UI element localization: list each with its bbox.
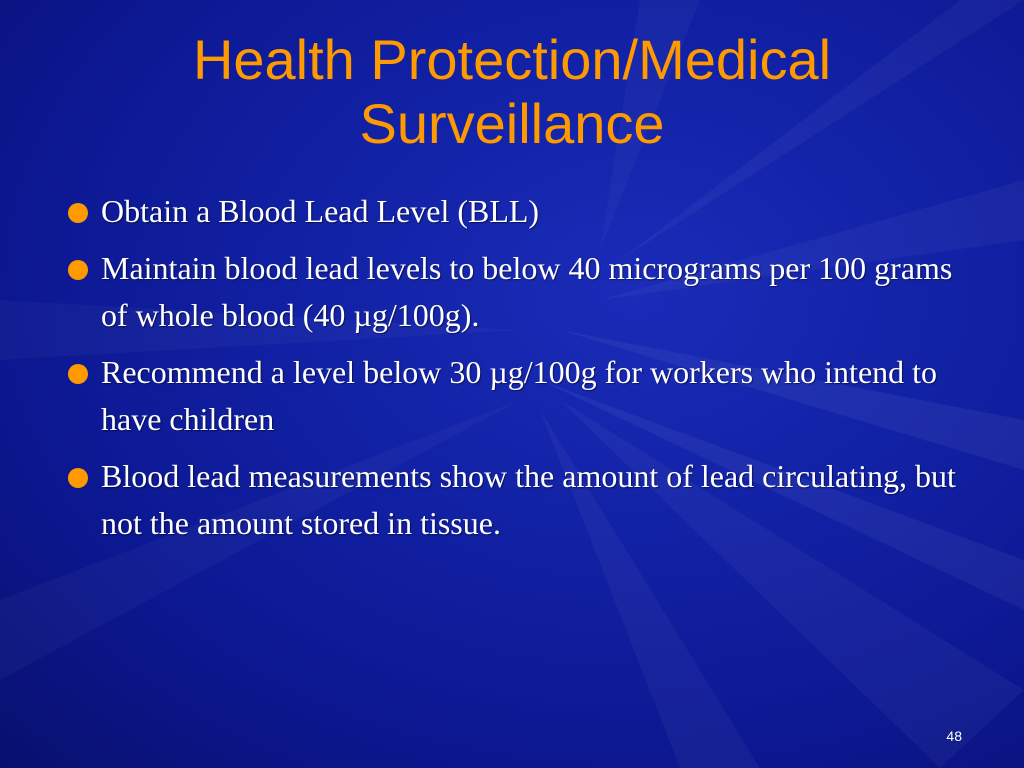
title-line-2: Surveillance bbox=[359, 92, 665, 155]
bullet-item bbox=[62, 188, 962, 235]
bullet-dot-icon bbox=[68, 260, 88, 280]
bullet-item bbox=[62, 349, 962, 443]
bullet-dot-icon bbox=[68, 203, 88, 223]
bullet-dot-icon bbox=[68, 364, 88, 384]
bullet-text: Recommend a level below 30 µg/100g for workers who intend to have children bbox=[101, 354, 938, 437]
bullet-list bbox=[62, 188, 962, 557]
bullet-item bbox=[62, 453, 962, 547]
bullet-text: Obtain a Blood Lead Level (BLL) bbox=[101, 193, 540, 229]
bullet-item bbox=[62, 245, 962, 339]
page-number: 48 bbox=[946, 728, 962, 744]
bullet-text: Maintain blood lead levels to below 40 micrograms per 100 grams of whole blood (40 µg/100g). bbox=[101, 250, 953, 333]
bullet-dot-icon bbox=[68, 468, 88, 488]
slide-title bbox=[0, 28, 1024, 156]
bullet-text: Blood lead measurements show the amount of lead circulating, but not the amount stored in tissue. bbox=[101, 458, 956, 541]
title-line-1: Health Protection/Medical bbox=[192, 28, 832, 91]
